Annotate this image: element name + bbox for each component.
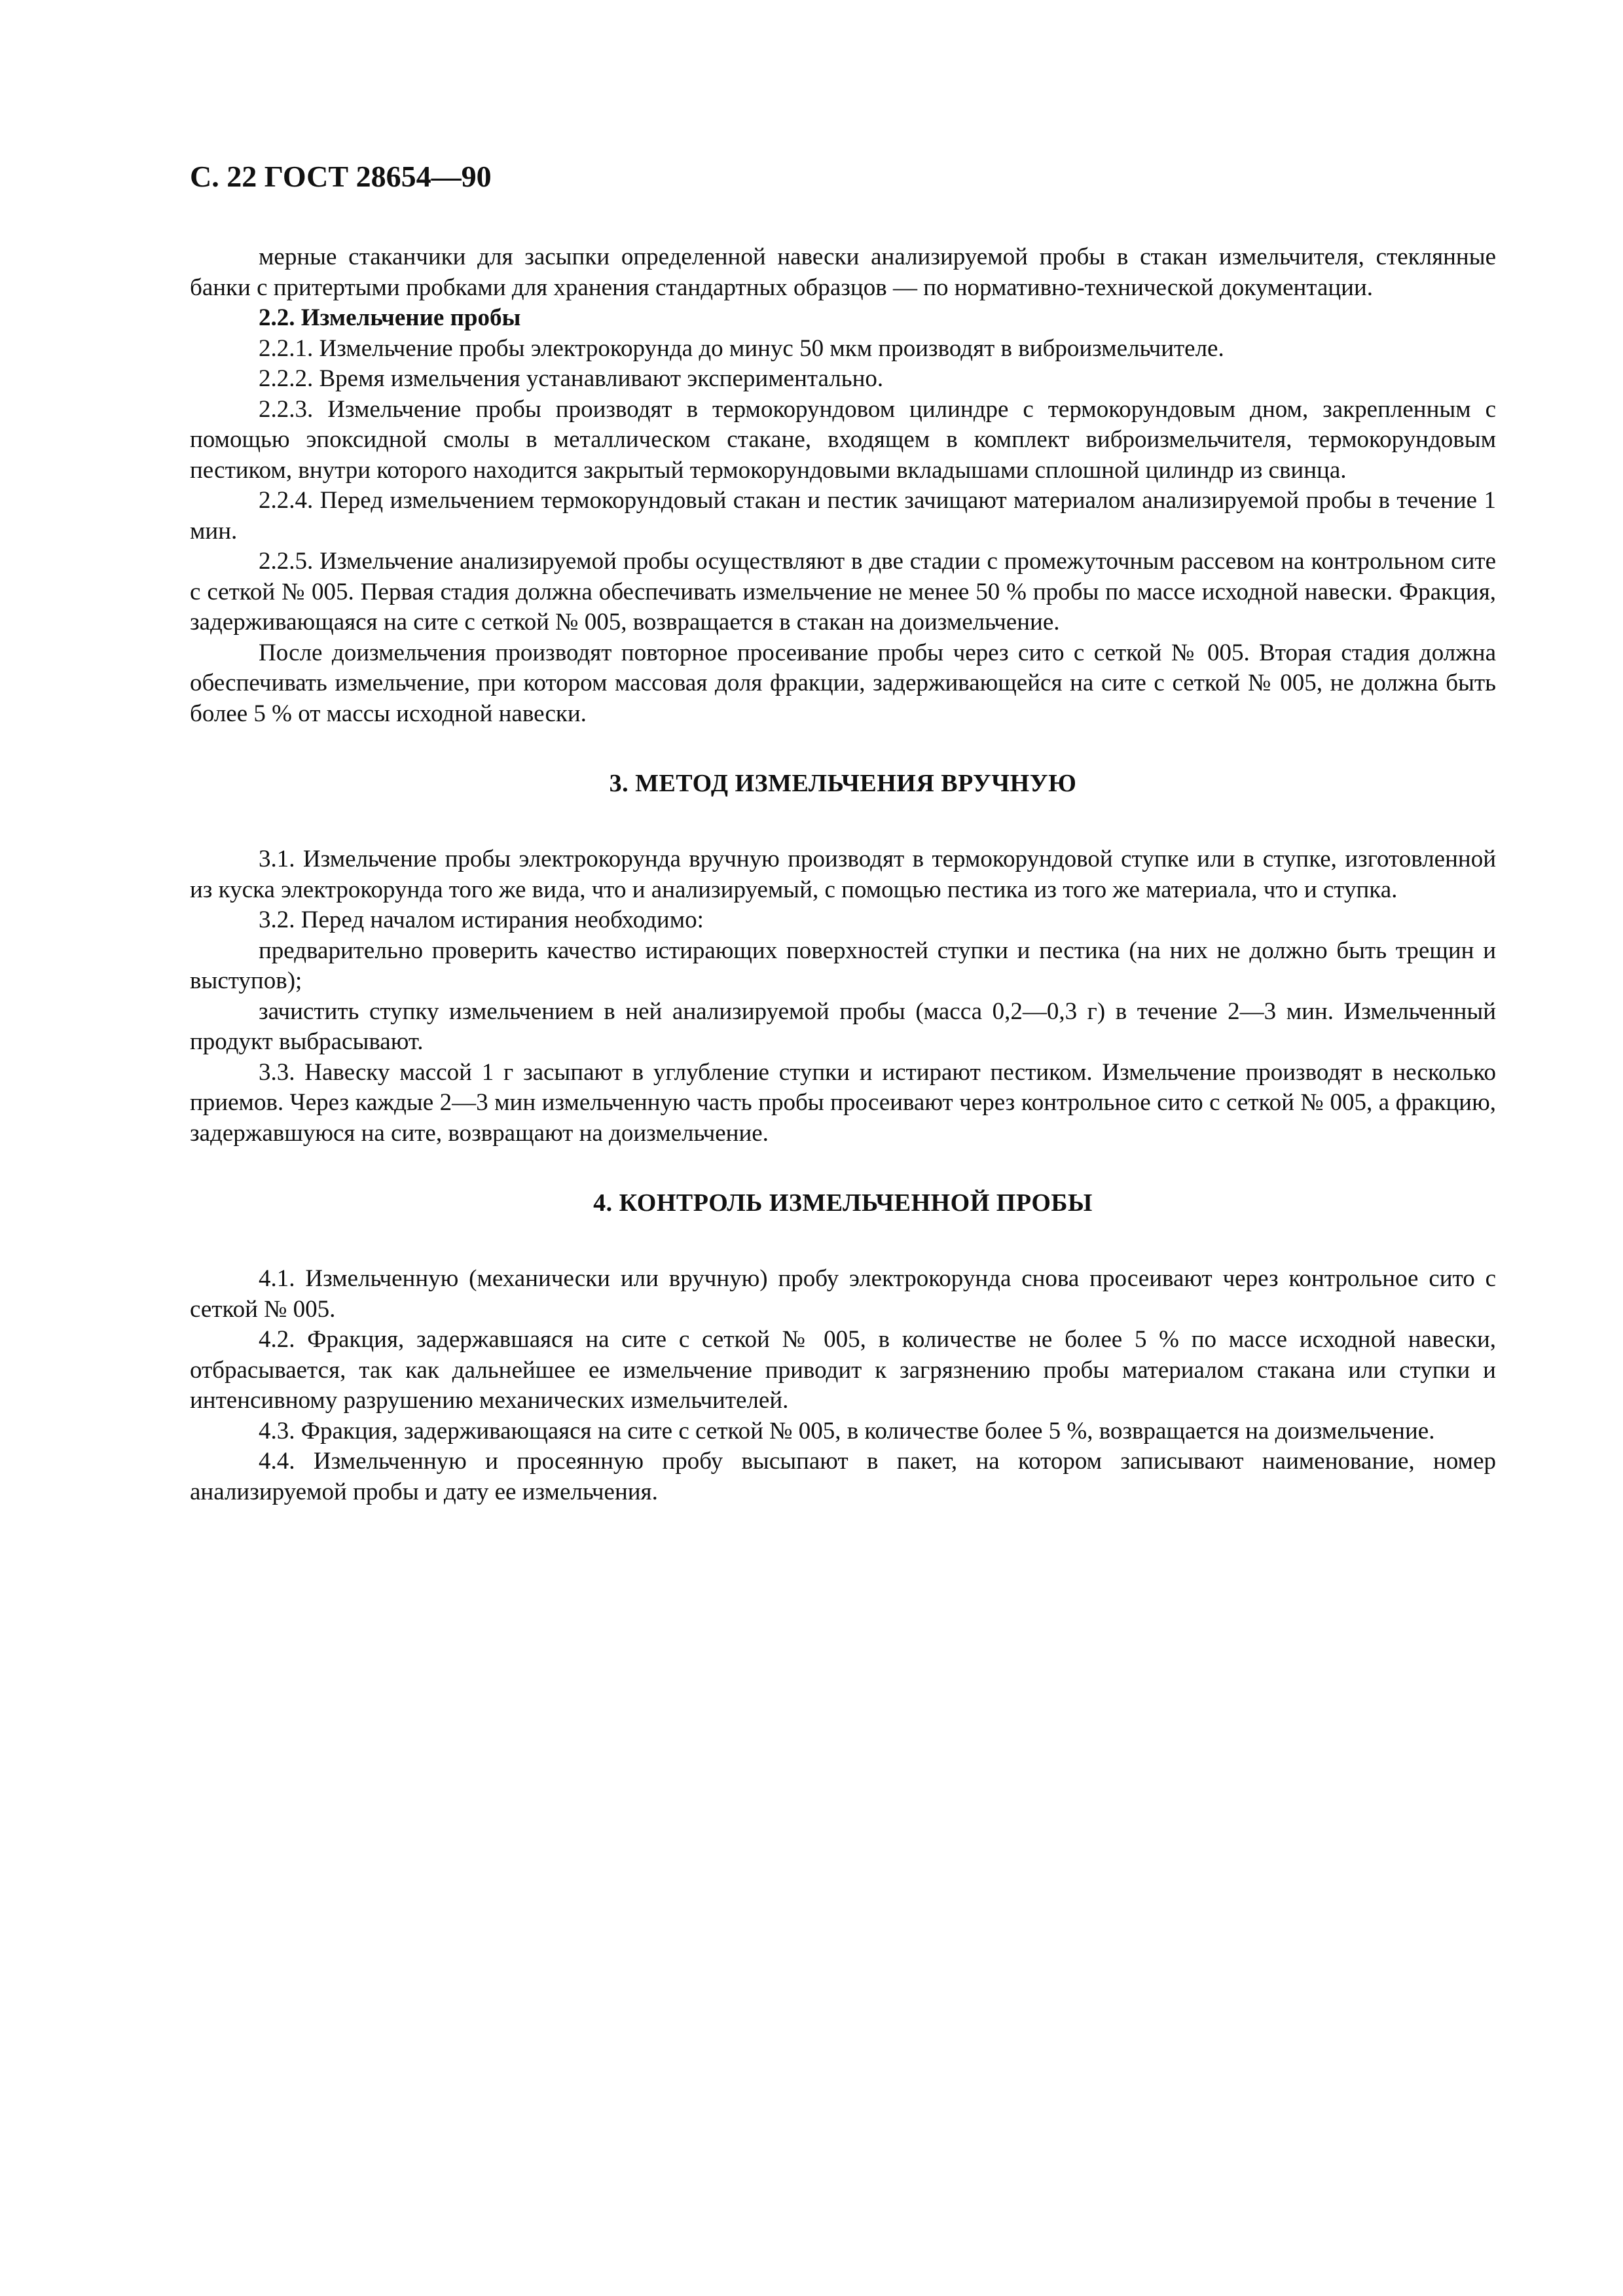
section-title-3: 3. МЕТОД ИЗМЕЛЬЧЕНИЯ ВРУЧНУЮ xyxy=(609,770,1077,797)
paragraph-4-2: 4.2. Фракция, задержавшаяся на сите с сеткой № 005, в количестве не более 5 % по массе исходной навески, отбрасывается, так как дальнейшее ее измельчение приводит к загрязнению пробы материалом стакана или ступки и интенсивному разрушению механических измельчителей. xyxy=(190,1326,1496,1414)
paragraph-2-2-1: 2.2.1. Измельчение пробы электрокорунда до минус 50 мкм производят в виброизмельчителе. xyxy=(259,334,1224,362)
document-page xyxy=(190,157,1496,1507)
paragraph-2-2-5: 2.2.5. Измельчение анализируемой пробы осуществляют в две стадии с промежуточным рассевом на контрольном сите с сеткой № 005. Первая стадия должна обеспечивать измельчение не менее 50 % пробы по массе исходной навески. Фракция, задерживающаяся на сите с сеткой № 005, возвращается в стакан на доизмельчение. xyxy=(190,548,1496,636)
paragraph-3-3: 3.3. Навеску массой 1 г засыпают в углубление ступки и истирают пестиком. Измельчение производят в несколько приемов. Через каждые 2—3 мин измельченную часть пробы просеивают через контрольное сито с сеткой № 005, а фракцию, задержавшуюся на сите, возвращают на доизмельчение. xyxy=(190,1058,1496,1147)
paragraph-2-2-2: 2.2.2. Время измельчения устанавливают экспериментально. xyxy=(259,365,884,392)
paragraph-4-3: 4.3. Фракция, задерживающаяся на сите с сеткой № 005, в количестве более 5 %, возвращается на доизмельчение. xyxy=(259,1417,1435,1444)
paragraph-2-2-3: 2.2.3. Измельчение пробы производят в термокорундовом цилиндре с термокорундовым дном, закрепленным с помощью эпоксидной смолы в металлическом стакане, входящем в комплект виброизмельчителя, термокорундовым пестиком, внутри которого находится закрытый термокорундовыми вкладышами сплошной цилиндр из свинца. xyxy=(190,395,1496,484)
paragraph-2-2-5-cont: После доизмельчения производят повторное просеивание пробы через сито с сеткой № 005. Вторая стадия должна обеспечивать измельчение, при котором массовая доля фракции, задерживающейся на сите с сеткой № 005, не должна быть более 5 % от массы исходной навески. xyxy=(190,639,1496,727)
paragraph-4-1: 4.1. Измельченную (механически или вручную) пробу электрокорунда снова просеивают через контрольное сито с сеткой № 005. xyxy=(190,1265,1496,1323)
paragraph-3-2-item-1: предварительно проверить качество истирающих поверхностей ступки и пестика (на них не должно быть трещин и выступов); xyxy=(190,937,1496,994)
subsection-heading-2-2: 2.2. Измельчение пробы xyxy=(259,304,521,331)
page-header: С. 22 ГОСТ 28654—90 xyxy=(190,160,492,193)
paragraph-3-2: 3.2. Перед началом истирания необходимо: xyxy=(259,906,704,933)
section-title-4: 4. КОНТРОЛЬ ИЗМЕЛЬЧЕННОЙ ПРОБЫ xyxy=(593,1189,1093,1217)
paragraph-intro: мерные стаканчики для засыпки определенной навески анализируемой пробы в стакан измельчителя, стеклянные банки с притертыми пробками для хранения стандартных образцов — по нормативно-технической документации. xyxy=(190,243,1496,301)
paragraph-3-1: 3.1. Измельчение пробы электрокорунда вручную производят в термокорундовой ступке или в ступке, изготовленной из куска электрокорунда того же вида, что и анализируемый, с помощью пестика из того же материала, что и ступка. xyxy=(190,846,1496,903)
paragraph-4-4: 4.4. Измельченную и просеянную пробу высыпают в пакет, на котором записывают наименование, номер анализируемой пробы и дату ее измельчения. xyxy=(190,1448,1496,1505)
paragraph-2-2-4: 2.2.4. Перед измельчением термокорундовый стакан и пестик зачищают материалом анализируемой пробы в течение 1 мин. xyxy=(190,487,1496,545)
paragraph-3-2-item-2: зачистить ступку измельчением в ней анализируемой пробы (масса 0,2—0,3 г) в течение 2—3 мин. Измельченный продукт выбрасывают. xyxy=(190,997,1496,1055)
